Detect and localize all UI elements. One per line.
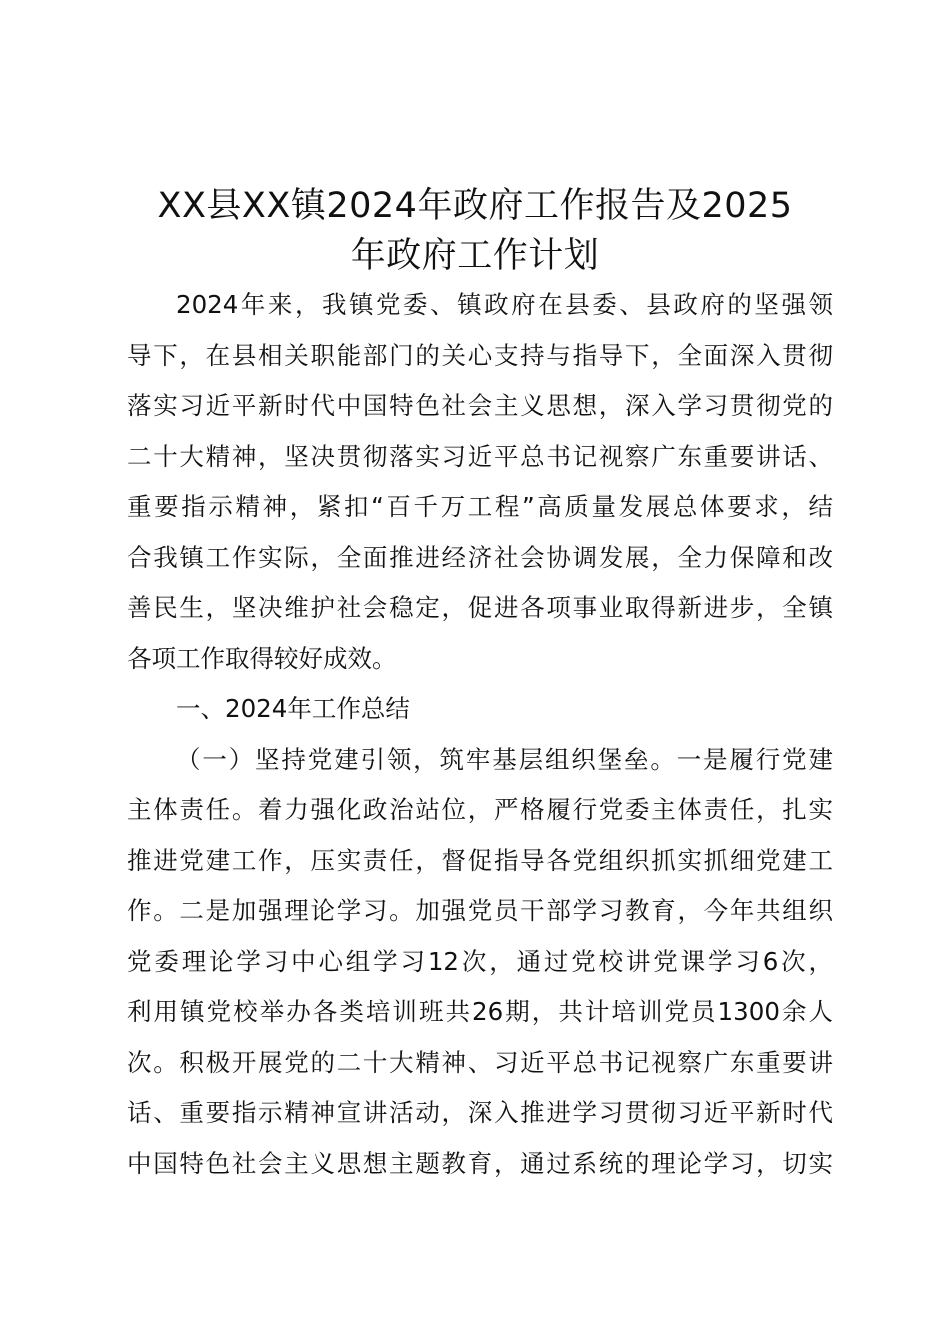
text-line: 合我镇工作实际，全面推进经济社会协调发展，全力保障和改 (127, 542, 833, 572)
text-line: 各项工作取得较好成效。 (127, 643, 397, 673)
text-line: 主体责任。着力强化政治站位，严格履行党委主体责任，扎实 (127, 795, 833, 824)
intro-paragraph (127, 280, 833, 684)
text-line: （一）坚持党建引领，筑牢基层组织堡垒。一是履行党建 (176, 744, 833, 774)
text-line: 2024年来，我镇党委、镇政府在县委、县政府的坚强领 (176, 290, 833, 319)
document-body (127, 280, 833, 1189)
text-line: 重要指示精神，紧扣“百千万工程”高质量发展总体要求，结 (127, 492, 833, 521)
document-title-line-1: XX县XX镇2024年政府工作报告及2025 (157, 186, 793, 226)
text-line: 利用镇党校举办各类培训班共26期，共计培训党员1300余人 (127, 997, 833, 1026)
text-line: 二十大精神，坚决贯彻落实习近平总书记视察广东重要讲话、 (127, 441, 833, 471)
section-heading: 一、2024年工作总结 (176, 694, 410, 723)
text-line: 善民生，坚决维护社会稳定，促进各项事业取得新进步，全镇 (127, 593, 833, 622)
text-line: 导下，在县相关职能部门的关心支持与指导下，全面深入贯彻 (127, 340, 833, 370)
section-heading-paragraph (127, 684, 833, 735)
text-line: 作。二是加强理论学习。加强党员干部学习教育，今年共组织 (127, 896, 833, 925)
text-line: 次。积极开展党的二十大精神、习近平总书记视察广东重要讲 (127, 1047, 833, 1077)
text-line: 中国特色社会主义思想主题教育，通过系统的理论学习，切实 (127, 1148, 833, 1178)
text-line: 推进党建工作，压实责任，督促指导各党组织抓实抓细党建工 (127, 845, 833, 875)
document-title-line-2: 年政府工作计划 (350, 236, 600, 276)
text-line: 话、重要指示精神宣讲活动，深入推进学习贯彻习近平新时代 (127, 1098, 833, 1127)
text-line: 党委理论学习中心组学习12次，通过党校讲党课学习6次， (127, 946, 833, 976)
section-1-paragraph (127, 735, 833, 1190)
text-line: 落实习近平新时代中国特色社会主义思想，深入学习贯彻党的 (127, 391, 833, 420)
